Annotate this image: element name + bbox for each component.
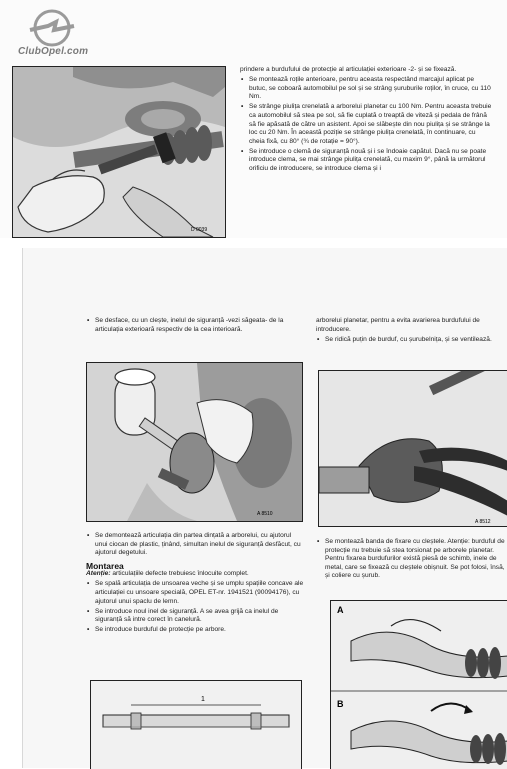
section-heading: Montarea bbox=[86, 560, 124, 571]
boot-pliers-illustration bbox=[319, 371, 507, 526]
step-label-b: B bbox=[337, 699, 344, 709]
figure-label: A 8512 bbox=[475, 519, 491, 525]
figure-joint-removal bbox=[86, 362, 303, 522]
bullet-paragraph: • Se montează roțile anterioare, pentru aceasta respectând marcajul aplicat pe butuc, se coboară automobilul pe sol și se strâng șuruburile roților, în cruce, cu 110 Nm. bbox=[240, 76, 492, 102]
clamp-steps-illustration bbox=[331, 601, 507, 769]
bullet-paragraph: • Se strânge piulița crenelată a arborelui planetar cu 100 Nm. Pentru aceasta trebuie ca automobilul să stea pe sol, să fie cuplată o treaptă de viteză și pedala de frână să fie apăsată de către un asistent. Apoi se slăbește din nou piulița și se strânge la loc cu 20 Nm. În această poziție se strânge piulița crenelată, în continuare, cu cheia fixă, cu 80° (¾ de rotație = 90°). bbox=[240, 103, 492, 146]
bullet-paragraph: • Se spală articulația de unsoarea veche și se umplu spațiile concave ale articulației cu unsoare specială, OPEL ET-nr. 1941521 (90094176), cu ajutorul unui spaclu de lemn. bbox=[86, 580, 304, 606]
step-label-a: A bbox=[337, 605, 344, 615]
bullet-paragraph: • Se introduce noul inel de siguranță. A se avea grijă ca inelul de siguranță să intre corect în canelură. bbox=[86, 608, 304, 625]
driveshaft-hammer-illustration bbox=[13, 67, 225, 237]
paragraph: prindere a burdufului de protecție al articulației exterioare -2- și se fixează. bbox=[240, 66, 457, 73]
paragraph: arborelui planetar, pentru a evita avarierea burdufului de introducere. bbox=[316, 317, 480, 333]
figure-label: D 0039 bbox=[191, 227, 208, 233]
bullet-paragraph: • Se montează banda de fixare cu cleștele. Atenție: burduful de protecție nu trebuie să stea torsionat pe arborele planetar. Pentru fixarea burdufurilor există piesă de schimb, inele de metal, care se fixează cu cleștele obișnuit. Se pot folosi, însă, și coliere cu șurub. bbox=[316, 538, 507, 581]
attention-note bbox=[86, 570, 304, 579]
figure-clamp-steps bbox=[330, 600, 507, 769]
bullet-paragraph: • Se demontează articulația din partea dințată a arborelui, cu ajutorul unui ciocan de plastic, ținând, simultan inelul de siguranță desfăcut, cu ajutorul degetului. bbox=[86, 532, 304, 558]
attention-text: articulațiile defecte trebuiesc înlocuite complet. bbox=[112, 570, 249, 578]
left-column-body bbox=[86, 532, 304, 637]
right-column-intro bbox=[316, 317, 507, 346]
right-column-body bbox=[316, 538, 507, 582]
logo-text: ClubOpel.com bbox=[18, 46, 89, 57]
bullet-paragraph: • Se ridică puțin de burduf, cu șurubelnița, și se ventilează. bbox=[316, 336, 507, 345]
figure-boot-pliers bbox=[318, 370, 507, 527]
joint-removal-illustration bbox=[87, 363, 302, 521]
bullet-paragraph: • Se introduce o clemă de siguranță nouă și i se îndoaie capătul. Dacă nu se poate introduce clema, se mai strânge piulița crenelată, cu maxim 9°, până la următorul orificiu de introducere, se introduce clema și i bbox=[240, 148, 492, 174]
shaft-illustration bbox=[91, 681, 301, 769]
left-column-intro bbox=[86, 317, 304, 336]
figure-driveshaft-hammer bbox=[12, 66, 226, 238]
figure-shaft bbox=[90, 680, 302, 769]
top-page-text bbox=[240, 66, 492, 175]
figure-label: A 8510 bbox=[257, 511, 273, 517]
attention-label: Atenție: bbox=[86, 570, 111, 578]
bullet-paragraph: • Se desface, cu un clește, inelul de siguranță -vezi săgeata- de la articulația exterioară respectiv de la cea interioară. bbox=[86, 317, 304, 334]
bullet-paragraph: • Se introduce burduful de protecție pe arbore. bbox=[86, 626, 304, 635]
figure-marker: 1 bbox=[201, 696, 205, 703]
